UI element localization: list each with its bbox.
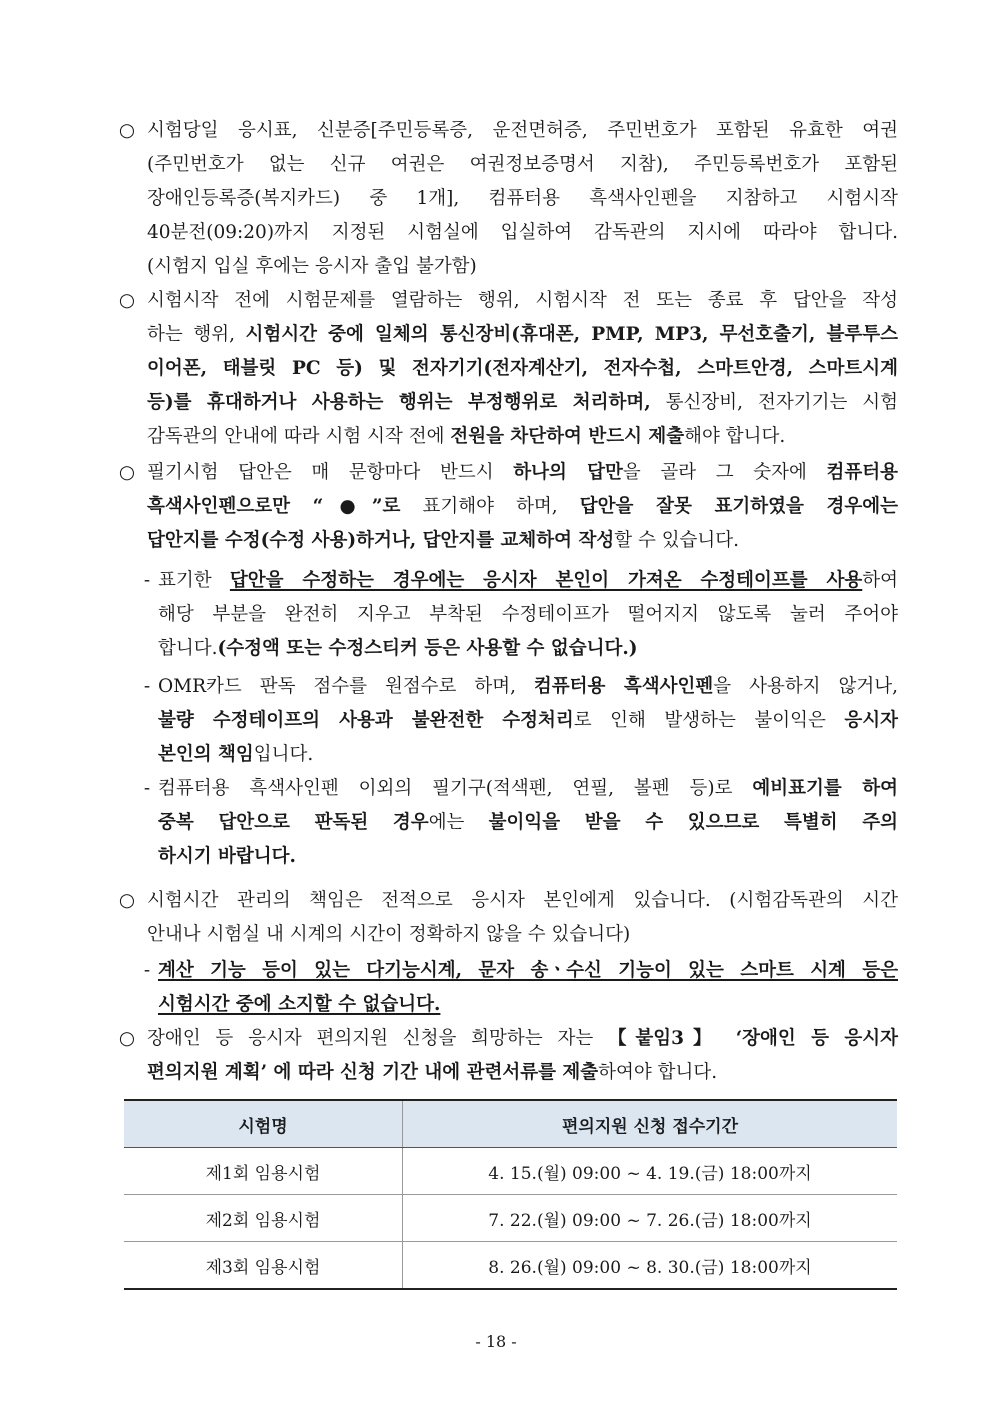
period-cell: 7. 22.(월) 09:00 ~ 7. 26.(금) 18:00까지	[403, 1195, 898, 1242]
sub-item-omr-scoring	[0, 670, 992, 772]
text-line: 중복 답안으로 판독된 경우에는 불이익을 받을 수 있으므로 특별히 주의	[158, 812, 899, 833]
dash-bullet: -	[143, 778, 151, 799]
text-line: 안내나 시험실 내 시계의 시간이 정확하지 않을 수 있습니다)	[147, 924, 631, 945]
accommodation-period-table	[124, 1099, 897, 1290]
text-line: 등)를 휴대하거나 사용하는 행위는 부정행위로 처리하며, 통신장비, 전자기기는 시험	[147, 392, 898, 413]
text-line: 감독관의 안내에 따라 시험 시작 전에 전원을 차단하여 반드시 제출해야 합니다.	[147, 426, 786, 447]
period-cell: 4. 15.(월) 09:00 ~ 4. 19.(금) 18:00까지	[403, 1148, 898, 1195]
text-line: 편의지원 계획’ 에 따라 신청 기간 내에 관련서류를 제출하여야 합니다.	[147, 1062, 718, 1083]
text-line: 필기시험 답안은 매 문항마다 반드시 하나의 답만을 골라 그 숫자에 컴퓨터용	[147, 462, 898, 483]
circle-bullet: ○	[118, 462, 136, 483]
text-line: 이어폰, 태블릿 PC 등) 및 전자기기(전자계산기, 전자수첩, 스마트안경, 스마트시계	[147, 358, 898, 379]
notice-paragraph-id-documents	[0, 114, 992, 284]
text-line: 시험당일 응시표, 신분증[주민등록증, 운전면허증, 주민번호가 포함된 유효한 여권	[147, 120, 898, 141]
text-line: 장애인 등 응시자 편의지원 신청을 희망하는 자는 【붙임3】 ‘장애인 등 응시자	[147, 1028, 898, 1049]
sub-item-other-writing-tools	[0, 772, 992, 874]
page-number: - 18 -	[475, 1332, 517, 1351]
text-line: 컴퓨터용 흑색사인펜 이외의 필기구(적색펜, 연필, 볼펜 등)로 예비표기를 하여	[158, 778, 898, 799]
dash-bullet: -	[143, 676, 151, 697]
text-line: (시험지 입실 후에는 응시자 출입 불가함)	[147, 256, 477, 277]
circle-bullet: ○	[118, 890, 136, 911]
notice-paragraph-time-management	[0, 884, 992, 952]
table-row	[124, 1242, 897, 1290]
table-row	[124, 1195, 897, 1242]
text-line: 불량 수정테이프의 사용과 불완전한 수정처리로 인해 발생하는 불이익은 응시자	[158, 710, 898, 731]
text-line: 장애인등록증(복지카드) 중 1개], 컴퓨터용 흑색사인펜을 지참하고 시험시작	[147, 188, 898, 209]
text-line: 흑색사인펜으로만 “●”로 표기해야 하며, 답안을 잘못 표기하였을 경우에는	[147, 496, 898, 517]
text-line: 시험시작 전에 시험문제를 열람하는 행위, 시험시작 전 또는 종료 후 답안을 작성	[147, 290, 898, 311]
header-exam-name: 시험명	[124, 1100, 403, 1148]
text-line: 해당 부분을 완전히 지우고 부착된 수정테이프가 떨어지지 않도록 눌러 주어야	[158, 604, 898, 625]
text-line: 시험시간 관리의 책임은 전적으로 응시자 본인에게 있습니다. (시험감독관의 시간	[147, 890, 898, 911]
sub-item-smart-watch	[0, 954, 992, 1022]
text-line: 40분전(09:20)까지 지정된 시험실에 입실하여 감독관의 지시에 따라야 합니다.	[147, 222, 898, 243]
header-application-period: 편의지원 신청 접수기간	[403, 1100, 898, 1148]
table-header-row	[124, 1100, 897, 1148]
text-line: 답안지를 수정(수정 사용)하거나, 답안지를 교체하여 작성할 수 있습니다.	[147, 530, 740, 551]
text-line: OMR카드 판독 점수를 원점수로 하며, 컴퓨터용 흑색사인펜을 사용하지 않거나,	[158, 676, 898, 697]
notice-paragraph-answer-marking	[0, 456, 992, 558]
text-line: 본인의 책임입니다.	[158, 744, 314, 765]
text-line: 하는 행위, 시험시간 중에 일체의 통신장비(휴대폰, PMP, MP3, 무선호출기, 블루투스	[147, 324, 898, 345]
period-cell: 8. 26.(월) 09:00 ~ 8. 30.(금) 18:00까지	[403, 1242, 898, 1290]
text-line: 하시기 바랍니다.	[158, 846, 296, 867]
text-line: 계산 기능 등이 있는 다기능시계, 문자 송ㆍ수신 기능이 있는 스마트 시계 등은	[158, 960, 898, 981]
sub-item-correction-tape	[0, 564, 992, 666]
dash-bullet: -	[143, 570, 151, 591]
dash-bullet: -	[143, 960, 151, 981]
circle-bullet: ○	[118, 290, 136, 311]
notice-paragraph-accommodation	[0, 1022, 992, 1090]
table-row	[124, 1148, 897, 1195]
text-line: (주민번호가 없는 신규 여권은 여권정보증명서 지참), 주민등록번호가 포함된	[147, 154, 898, 175]
notice-paragraph-misconduct	[0, 284, 992, 454]
exam-name-cell: 제2회 임용시험	[124, 1195, 403, 1242]
circle-bullet: ○	[118, 120, 136, 141]
text-line: 합니다.(수정액 또는 수정스티커 등은 사용할 수 없습니다.)	[158, 638, 638, 659]
exam-name-cell: 제1회 임용시험	[124, 1148, 403, 1195]
text-line: 시험시간 중에 소지할 수 없습니다.	[158, 994, 441, 1015]
text-line: 표기한 답안을 수정하는 경우에는 응시자 본인이 가져온 수정테이프를 사용하여	[158, 570, 898, 591]
exam-name-cell: 제3회 임용시험	[124, 1242, 403, 1290]
circle-bullet: ○	[118, 1028, 136, 1049]
